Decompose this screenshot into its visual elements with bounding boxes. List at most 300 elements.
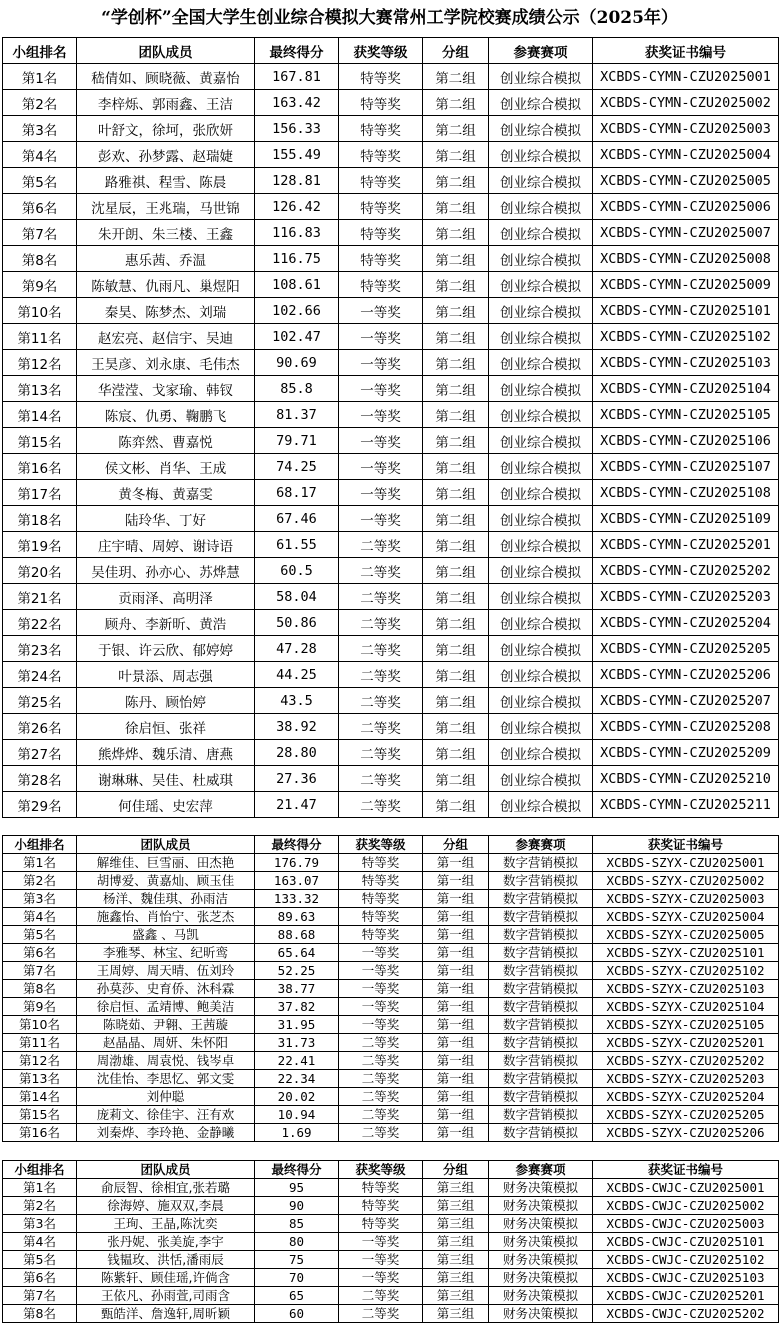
score-cell: 27.36 <box>255 766 339 792</box>
cert-cell: XCBDS-CYMN-CZU2025211 <box>593 792 779 818</box>
award-cell: 二等奖 <box>339 1070 423 1088</box>
award-cell: 二等奖 <box>339 610 423 636</box>
cert-cell: XCBDS-CYMN-CZU2025107 <box>593 454 779 480</box>
award-cell: 一等奖 <box>339 962 423 980</box>
award-cell: 特等奖 <box>339 64 423 90</box>
group-cell: 第一组 <box>423 926 489 944</box>
header-score: 最终得分 <box>255 1161 339 1179</box>
table-row <box>3 272 779 298</box>
award-cell: 二等奖 <box>339 1124 423 1142</box>
award-cell: 特等奖 <box>339 246 423 272</box>
group-cell: 第二组 <box>423 636 489 662</box>
award-cell: 二等奖 <box>339 1034 423 1052</box>
members-cell: 徐启恒、孟靖博、鲍美洁 <box>77 998 255 1016</box>
event-cell: 数字营销模拟 <box>489 854 593 872</box>
members-cell: 盛鑫 、马凯 <box>77 926 255 944</box>
members-cell: 徐海婷、施双双,李晨 <box>77 1197 255 1215</box>
score-cell: 79.71 <box>255 428 339 454</box>
rank-cell: 第15名 <box>3 428 77 454</box>
group-cell: 第一组 <box>423 1124 489 1142</box>
score-cell: 60 <box>255 1305 339 1323</box>
rank-cell: 第3名 <box>3 1215 77 1233</box>
event-cell: 数字营销模拟 <box>489 1124 593 1142</box>
rank-cell: 第26名 <box>3 714 77 740</box>
rank-cell: 第28名 <box>3 766 77 792</box>
group-cell: 第一组 <box>423 944 489 962</box>
cert-cell: XCBDS-SZYX-CZU2025205 <box>593 1106 779 1124</box>
award-cell: 一等奖 <box>339 506 423 532</box>
score-cell: 74.25 <box>255 454 339 480</box>
header-group: 分组 <box>423 1161 489 1179</box>
cert-cell: XCBDS-SZYX-CZU2025201 <box>593 1034 779 1052</box>
event-cell: 创业综合模拟 <box>489 558 593 584</box>
group-cell: 第二组 <box>423 428 489 454</box>
award-cell: 特等奖 <box>339 1197 423 1215</box>
members-cell: 胡博爱、黄嘉灿、顾玉佳 <box>77 872 255 890</box>
group-cell: 第二组 <box>423 402 489 428</box>
members-cell: 赵宏亮、赵信宇、吴迪 <box>77 324 255 350</box>
cert-cell: XCBDS-CYMN-CZU2025002 <box>593 90 779 116</box>
event-cell: 创业综合模拟 <box>489 792 593 818</box>
table-row <box>3 636 779 662</box>
score-cell: 85 <box>255 1215 339 1233</box>
header-row <box>3 836 779 854</box>
members-cell: 陈宸、仇勇、鞠鹏飞 <box>77 402 255 428</box>
award-cell: 一等奖 <box>339 1251 423 1269</box>
group-cell: 第二组 <box>423 506 489 532</box>
group-cell: 第一组 <box>423 1052 489 1070</box>
table-row <box>3 558 779 584</box>
award-cell: 一等奖 <box>339 1016 423 1034</box>
members-cell: 张丹妮、张美旋,李宇 <box>77 1233 255 1251</box>
score-cell: 28.80 <box>255 740 339 766</box>
award-cell: 特等奖 <box>339 220 423 246</box>
group-cell: 第一组 <box>423 854 489 872</box>
award-cell: 特等奖 <box>339 872 423 890</box>
rank-cell: 第29名 <box>3 792 77 818</box>
score-cell: 67.46 <box>255 506 339 532</box>
score-cell: 10.94 <box>255 1106 339 1124</box>
cert-cell: XCBDS-CYMN-CZU2025202 <box>593 558 779 584</box>
cert-cell: XCBDS-SZYX-CZU2025101 <box>593 944 779 962</box>
header-members: 团队成员 <box>77 1161 255 1179</box>
score-cell: 81.37 <box>255 402 339 428</box>
table-row <box>3 402 779 428</box>
cert-cell: XCBDS-SZYX-CZU2025202 <box>593 1052 779 1070</box>
event-cell: 创业综合模拟 <box>489 532 593 558</box>
members-cell: 杨洋、魏佳琪、孙雨洁 <box>77 890 255 908</box>
members-cell: 贡雨泽、高明泽 <box>77 584 255 610</box>
cert-cell: XCBDS-CYMN-CZU2025007 <box>593 220 779 246</box>
header-event: 参赛赛项 <box>489 1161 593 1179</box>
score-cell: 21.47 <box>255 792 339 818</box>
table-row <box>3 142 779 168</box>
event-cell: 数字营销模拟 <box>489 1070 593 1088</box>
rank-cell: 第16名 <box>3 1124 77 1142</box>
cert-cell: XCBDS-CYMN-CZU2025205 <box>593 636 779 662</box>
header-row <box>3 1161 779 1179</box>
table-row <box>3 1034 779 1052</box>
score-cell: 61.55 <box>255 532 339 558</box>
event-cell: 财务决策模拟 <box>489 1179 593 1197</box>
award-cell: 一等奖 <box>339 350 423 376</box>
score-cell: 102.47 <box>255 324 339 350</box>
score-cell: 68.17 <box>255 480 339 506</box>
group-cell: 第一组 <box>423 1088 489 1106</box>
event-cell: 数字营销模拟 <box>489 1088 593 1106</box>
event-cell: 创业综合模拟 <box>489 298 593 324</box>
award-cell: 一等奖 <box>339 454 423 480</box>
table-row <box>3 1052 779 1070</box>
group-cell: 第二组 <box>423 480 489 506</box>
header-event: 参赛赛项 <box>489 38 593 64</box>
event-cell: 创业综合模拟 <box>489 636 593 662</box>
score-cell: 20.02 <box>255 1088 339 1106</box>
members-cell: 王周婷、周天晴、伍刘玲 <box>77 962 255 980</box>
group-cell: 第三组 <box>423 1305 489 1323</box>
group-cell: 第二组 <box>423 350 489 376</box>
award-cell: 一等奖 <box>339 480 423 506</box>
group-cell: 第二组 <box>423 220 489 246</box>
members-cell: 华滢滢、戈家瑜、韩钗 <box>77 376 255 402</box>
table-body <box>3 854 779 1142</box>
table-row <box>3 1251 779 1269</box>
table-row <box>3 506 779 532</box>
table-row <box>3 532 779 558</box>
event-cell: 创业综合模拟 <box>489 480 593 506</box>
event-cell: 财务决策模拟 <box>489 1269 593 1287</box>
group-cell: 第三组 <box>423 1251 489 1269</box>
group-cell: 第二组 <box>423 168 489 194</box>
table-row <box>3 220 779 246</box>
header-members: 团队成员 <box>77 836 255 854</box>
rank-cell: 第7名 <box>3 220 77 246</box>
header-score: 最终得分 <box>255 836 339 854</box>
award-cell: 特等奖 <box>339 272 423 298</box>
rank-cell: 第13名 <box>3 376 77 402</box>
award-cell: 特等奖 <box>339 908 423 926</box>
members-cell: 陈敏慧、仇雨凡、巢煜阳 <box>77 272 255 298</box>
event-cell: 创业综合模拟 <box>489 90 593 116</box>
event-cell: 创业综合模拟 <box>489 454 593 480</box>
award-cell: 二等奖 <box>339 662 423 688</box>
award-cell: 二等奖 <box>339 766 423 792</box>
award-cell: 一等奖 <box>339 1269 423 1287</box>
cert-cell: XCBDS-SZYX-CZU2025001 <box>593 854 779 872</box>
cert-cell: XCBDS-CYMN-CZU2025104 <box>593 376 779 402</box>
header-score: 最终得分 <box>255 38 339 64</box>
members-cell: 赵晶晶、周妍、朱怀阳 <box>77 1034 255 1052</box>
header-rank: 小组排名 <box>3 38 77 64</box>
members-cell: 顾舟、李新昕、黄浩 <box>77 610 255 636</box>
award-cell: 特等奖 <box>339 142 423 168</box>
score-cell: 43.5 <box>255 688 339 714</box>
award-cell: 二等奖 <box>339 1052 423 1070</box>
score-cell: 60.5 <box>255 558 339 584</box>
score-cell: 37.82 <box>255 998 339 1016</box>
score-cell: 133.32 <box>255 890 339 908</box>
members-cell: 何佳瑶、史宏萍 <box>77 792 255 818</box>
award-cell: 特等奖 <box>339 1179 423 1197</box>
score-cell: 22.34 <box>255 1070 339 1088</box>
score-cell: 176.79 <box>255 854 339 872</box>
header-rank: 小组排名 <box>3 836 77 854</box>
rank-cell: 第27名 <box>3 740 77 766</box>
cert-cell: XCBDS-SZYX-CZU2025003 <box>593 890 779 908</box>
rank-cell: 第6名 <box>3 1269 77 1287</box>
members-cell: 李雅琴、林宝、纪昕鸾 <box>77 944 255 962</box>
members-cell: 朱开朗、朱三楼、王鑫 <box>77 220 255 246</box>
table-row <box>3 662 779 688</box>
award-cell: 一等奖 <box>339 980 423 998</box>
score-cell: 116.83 <box>255 220 339 246</box>
event-cell: 创业综合模拟 <box>489 662 593 688</box>
event-cell: 创业综合模拟 <box>489 272 593 298</box>
members-cell: 沈佳怡、李思忆、郭文雯 <box>77 1070 255 1088</box>
score-cell: 80 <box>255 1233 339 1251</box>
table-row <box>3 908 779 926</box>
members-cell: 熊烨烨、魏乐清、唐燕 <box>77 740 255 766</box>
event-cell: 数字营销模拟 <box>489 998 593 1016</box>
members-cell: 解维佳、巨雪丽、田杰艳 <box>77 854 255 872</box>
cert-cell: XCBDS-CWJC-CZU2025202 <box>593 1305 779 1323</box>
event-cell: 创业综合模拟 <box>489 766 593 792</box>
header-group: 分组 <box>423 38 489 64</box>
cert-cell: XCBDS-CWJC-CZU2025101 <box>593 1233 779 1251</box>
cert-cell: XCBDS-CYMN-CZU2025203 <box>593 584 779 610</box>
score-cell: 65.64 <box>255 944 339 962</box>
event-cell: 创业综合模拟 <box>489 688 593 714</box>
members-cell: 彭欢、孙梦露、赵瑞婕 <box>77 142 255 168</box>
table-row <box>3 584 779 610</box>
table-row <box>3 1197 779 1215</box>
award-cell: 特等奖 <box>339 90 423 116</box>
cert-cell: XCBDS-CYMN-CZU2025001 <box>593 64 779 90</box>
event-cell: 数字营销模拟 <box>489 962 593 980</box>
award-cell: 特等奖 <box>339 854 423 872</box>
members-cell: 陈弈然、曹嘉悦 <box>77 428 255 454</box>
award-cell: 二等奖 <box>339 532 423 558</box>
event-cell: 数字营销模拟 <box>489 872 593 890</box>
rank-cell: 第7名 <box>3 962 77 980</box>
award-cell: 二等奖 <box>339 636 423 662</box>
cert-cell: XCBDS-CYMN-CZU2025005 <box>593 168 779 194</box>
table-row <box>3 854 779 872</box>
header-award: 获奖等级 <box>339 38 423 64</box>
cert-cell: XCBDS-CWJC-CZU2025103 <box>593 1269 779 1287</box>
members-cell: 黄冬梅、黄嘉雯 <box>77 480 255 506</box>
table-row <box>3 740 779 766</box>
table-row <box>3 1305 779 1323</box>
score-cell: 108.61 <box>255 272 339 298</box>
rank-cell: 第8名 <box>3 980 77 998</box>
table-row <box>3 194 779 220</box>
score-cell: 155.49 <box>255 142 339 168</box>
cert-cell: XCBDS-SZYX-CZU2025004 <box>593 908 779 926</box>
rank-cell: 第4名 <box>3 1233 77 1251</box>
table-row <box>3 454 779 480</box>
cert-cell: XCBDS-CYMN-CZU2025108 <box>593 480 779 506</box>
rank-cell: 第15名 <box>3 1106 77 1124</box>
members-cell: 李梓烁、郭雨鑫、王洁 <box>77 90 255 116</box>
score-cell: 31.73 <box>255 1034 339 1052</box>
group-cell: 第二组 <box>423 454 489 480</box>
award-cell: 一等奖 <box>339 944 423 962</box>
results-table-digital-marketing <box>2 835 779 1142</box>
award-cell: 一等奖 <box>339 402 423 428</box>
members-cell: 俞辰智、徐相宜,张若璐 <box>77 1179 255 1197</box>
members-cell: 孙莫莎、史育侨、沐科霖 <box>77 980 255 998</box>
score-cell: 88.68 <box>255 926 339 944</box>
group-cell: 第二组 <box>423 688 489 714</box>
event-cell: 财务决策模拟 <box>489 1287 593 1305</box>
header-cert: 获奖证书编号 <box>593 836 779 854</box>
score-cell: 1.69 <box>255 1124 339 1142</box>
rank-cell: 第10名 <box>3 298 77 324</box>
cert-cell: XCBDS-SZYX-CZU2025005 <box>593 926 779 944</box>
members-cell: 沈星辰，王兆瑞，马世锦 <box>77 194 255 220</box>
cert-cell: XCBDS-SZYX-CZU2025104 <box>593 998 779 1016</box>
group-cell: 第三组 <box>423 1287 489 1305</box>
rank-cell: 第1名 <box>3 64 77 90</box>
event-cell: 数字营销模拟 <box>489 926 593 944</box>
event-cell: 创业综合模拟 <box>489 740 593 766</box>
members-cell: 叶景添、周志强 <box>77 662 255 688</box>
members-cell: 王珣、王晶,陈沈奕 <box>77 1215 255 1233</box>
event-cell: 财务决策模拟 <box>489 1305 593 1323</box>
members-cell: 施鑫怡、肖怡宁、张芝杰 <box>77 908 255 926</box>
members-cell: 嵇倩如、顾晓薇、黄嘉怡 <box>77 64 255 90</box>
award-cell: 特等奖 <box>339 194 423 220</box>
score-cell: 50.86 <box>255 610 339 636</box>
rank-cell: 第6名 <box>3 194 77 220</box>
score-cell: 85.8 <box>255 376 339 402</box>
score-cell: 126.42 <box>255 194 339 220</box>
award-cell: 二等奖 <box>339 1287 423 1305</box>
table-row <box>3 350 779 376</box>
event-cell: 数字营销模拟 <box>489 908 593 926</box>
rank-cell: 第18名 <box>3 506 77 532</box>
group-cell: 第二组 <box>423 246 489 272</box>
rank-cell: 第11名 <box>3 1034 77 1052</box>
score-cell: 163.42 <box>255 90 339 116</box>
members-cell: 吴佳玥、孙亦心、苏烨慧 <box>77 558 255 584</box>
award-cell: 二等奖 <box>339 688 423 714</box>
group-cell: 第一组 <box>423 872 489 890</box>
table-row <box>3 1070 779 1088</box>
rank-cell: 第21名 <box>3 584 77 610</box>
award-cell: 二等奖 <box>339 1106 423 1124</box>
table-row <box>3 298 779 324</box>
results-table-entrepreneurship <box>2 37 779 818</box>
rank-cell: 第23名 <box>3 636 77 662</box>
award-cell: 特等奖 <box>339 926 423 944</box>
cert-cell: XCBDS-SZYX-CZU2025103 <box>593 980 779 998</box>
event-cell: 创业综合模拟 <box>489 402 593 428</box>
rank-cell: 第3名 <box>3 890 77 908</box>
members-cell: 谢琳琳、吴佳、杜威琪 <box>77 766 255 792</box>
cert-cell: XCBDS-CWJC-CZU2025002 <box>593 1197 779 1215</box>
table-row <box>3 1269 779 1287</box>
award-cell: 特等奖 <box>339 168 423 194</box>
rank-cell: 第2名 <box>3 872 77 890</box>
header-award: 获奖等级 <box>339 836 423 854</box>
table-row <box>3 766 779 792</box>
table-row <box>3 168 779 194</box>
group-cell: 第二组 <box>423 532 489 558</box>
table-row <box>3 428 779 454</box>
score-cell: 167.81 <box>255 64 339 90</box>
event-cell: 创业综合模拟 <box>489 584 593 610</box>
award-cell: 二等奖 <box>339 558 423 584</box>
event-cell: 创业综合模拟 <box>489 194 593 220</box>
award-cell: 二等奖 <box>339 792 423 818</box>
members-cell: 于银、许云欣、郁婷婷 <box>77 636 255 662</box>
event-cell: 创业综合模拟 <box>489 116 593 142</box>
event-cell: 创业综合模拟 <box>489 142 593 168</box>
table-row <box>3 1215 779 1233</box>
group-cell: 第二组 <box>423 64 489 90</box>
table-row <box>3 1287 779 1305</box>
group-cell: 第二组 <box>423 90 489 116</box>
event-cell: 创业综合模拟 <box>489 610 593 636</box>
award-cell: 一等奖 <box>339 376 423 402</box>
group-cell: 第一组 <box>423 890 489 908</box>
score-cell: 52.25 <box>255 962 339 980</box>
group-cell: 第三组 <box>423 1269 489 1287</box>
award-cell: 一等奖 <box>339 998 423 1016</box>
rank-cell: 第20名 <box>3 558 77 584</box>
table-row <box>3 1124 779 1142</box>
rank-cell: 第14名 <box>3 402 77 428</box>
rank-cell: 第13名 <box>3 1070 77 1088</box>
table-row <box>3 1016 779 1034</box>
rank-cell: 第7名 <box>3 1287 77 1305</box>
event-cell: 数字营销模拟 <box>489 980 593 998</box>
score-cell: 90 <box>255 1197 339 1215</box>
rank-cell: 第5名 <box>3 926 77 944</box>
event-cell: 创业综合模拟 <box>489 324 593 350</box>
award-cell: 一等奖 <box>339 324 423 350</box>
rank-cell: 第9名 <box>3 272 77 298</box>
cert-cell: XCBDS-CYMN-CZU2025210 <box>593 766 779 792</box>
rank-cell: 第12名 <box>3 350 77 376</box>
results-table-financial-decision <box>2 1160 779 1323</box>
table-row <box>3 376 779 402</box>
table-body <box>3 64 779 818</box>
score-cell: 47.28 <box>255 636 339 662</box>
cert-cell: XCBDS-CYMN-CZU2025003 <box>593 116 779 142</box>
group-cell: 第一组 <box>423 1070 489 1088</box>
event-cell: 创业综合模拟 <box>489 376 593 402</box>
table-body <box>3 1179 779 1323</box>
header-row <box>3 38 779 64</box>
members-cell: 庞莉文、徐佳宇、汪有欢 <box>77 1106 255 1124</box>
members-cell: 陆玲华、丁好 <box>77 506 255 532</box>
group-cell: 第二组 <box>423 194 489 220</box>
rank-cell: 第2名 <box>3 90 77 116</box>
group-cell: 第一组 <box>423 998 489 1016</box>
members-cell: 王昊彦、刘永康、毛伟杰 <box>77 350 255 376</box>
members-cell: 惠乐茜、乔温 <box>77 246 255 272</box>
cert-cell: XCBDS-CYMN-CZU2025204 <box>593 610 779 636</box>
group-cell: 第二组 <box>423 324 489 350</box>
members-cell: 庄宇晴、周婷、谢诗语 <box>77 532 255 558</box>
award-cell: 特等奖 <box>339 116 423 142</box>
event-cell: 创业综合模拟 <box>489 350 593 376</box>
group-cell: 第二组 <box>423 766 489 792</box>
event-cell: 财务决策模拟 <box>489 1233 593 1251</box>
